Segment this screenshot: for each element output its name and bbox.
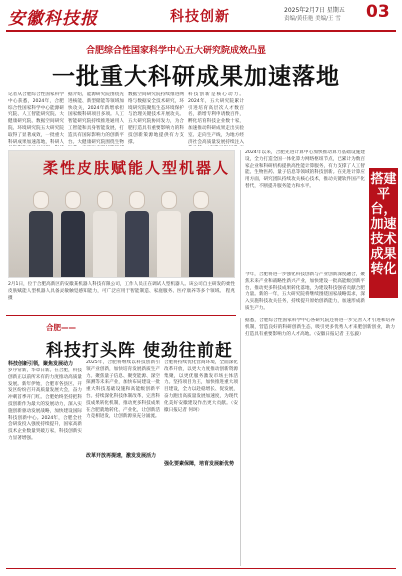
robot-photo [8,150,235,278]
photo-title: 柔性皮肤赋能人型机器人 [43,159,231,177]
footer-rule [6,568,396,569]
newspaper-logo: 安徽科技报 [8,9,98,29]
second-subhead-3: 强化要素保障，培育发展新优势 [164,461,235,467]
lead-column-3: 数据空间研究院持续推进网络与数据安全技术研究，环境研究院聚焦生态环境保护与治理关键技术开展攻关。五大研究院协同发力，为合肥打造具有重要影响力的科技创新策源地提供有力支撑。 [128,92,184,145]
column-divider [240,150,241,310]
second-headline: 科技打头阵 使劲往前赶 [46,341,233,361]
second-column-1: 岁序常新，华章日新。在合肥，科技创新正以前所未有的力度推动高质量发展。新年伊始，合肥市各县区、开发区纷纷召开高质量发展大会，奋力冲刺首季开门红。合肥始终坚持把科技创新作为最大的发展动力，深入实施创新驱动发展战略，加快建设国际科技创新中心。2024年，合肥全社会研发投入强度持续提升，国家高新技术企业数量突破万家，科技创新实力显著增强。 [8,368,82,441]
photo-caption: 2月1日，位于合肥高新区的安徽某机器人科技有限公司，工作人员正在调试人型机器人。该公司自主研发的柔性皮肤赋能人型机器人具备灵敏触觉感知能力，可广泛应用于智能制造、家庭服务、医疗康养等多个领域。 程兆 摄 [8,282,235,301]
section-title: 科技创新 [170,9,230,25]
sidebar-banner [369,168,398,298]
page-number: 03 [366,2,390,22]
robot-figure [27,191,55,277]
second-subhead-1: 科技创新引领，聚焦发展动力 [8,361,74,367]
sidebar-banner-text: 搭建平台，加速技术成果转化 [370,172,397,277]
masthead [0,0,402,34]
editor-credits: 责编/黄佳艳 美编/王 雪 [284,16,341,22]
lead-headline: 一批重大科研成果加速落地 [52,63,340,90]
second-kicker: 合肥—— [46,323,76,332]
robot-figure [91,191,119,277]
right-column-text-2: 今年，合肥将进一步强化科技创新与产业创新深度融合，聚焦未来产业和战略性新兴产业，加快建设一批高能级创新平台，推动更多科技成果转化落地，为建设科技强省贡献合肥力量。新的一年，五大研究院将继续围绕国家战略需求，深入实施科技攻关任务，持续提升原始创新能力，加速形成新质生产力。 [245,272,365,311]
lead-column-2: 据介绍，能源研究院围绕先进核能、新型储能等领域加快攻关，2024年新增承担国家级科研项目多项。人工智能研究院持续推进通用人工智能和具身智能发展，打造具有国际影响力的创新平台。大健康研究院围绕生物 [68,92,124,145]
column-divider [240,318,241,566]
lead-column-4: 科技创新是核心动力。2024年，五大研究院累计引进培育高层次人才数百名，新增专利申请数百件，孵化培育科技企业数十家，加速推动科研成果走出实验室、走向生产线，为地方经济社会高质量发展持续注入 [188,92,244,145]
issue-date: 2025年2月7日 星期五 [284,7,345,14]
robot-figure [59,191,87,277]
robot-figure [155,191,183,277]
second-column-3: 合肥将持续优化营商环境，全面深化改革开放，以更大力度推动创新资源集聚，以更优服务激发市场主体活力。坚持项目为王，加快推进重大项目建设，全力以赴稳增长、促发展，奋力跑出高质量发展加速度，为现代化美好安徽建设作出更大贡献。（安徽日报记者 何珂） [164,360,238,413]
robot-figure [123,191,151,277]
second-column-2: 2025年，合肥将继续以科技创新引领产业创新，加快培育发展新质生产力。聚焦量子信息、聚变能源、深空探测等未来产业，加快布局建设一批重大科技基础设施和高能级创新平台。持续深化科技体制改革，完善科技成果转化机制，推动更多科技成果在合肥就地转化、产业化，让创新活力竞相迸发，让创新源泉充分涌流。 [86,360,160,420]
robot-figure [187,191,215,277]
section-rule [6,315,236,316]
lead-column-1: 记者从合肥综合性国家科学中心获悉，2024年，合肥综合性国家科学中心能源研究院、人工智能研究院、大健康研究院、数据空间研究院、环境研究院五大研究院取得了显著成效，一批重大科研成果加速落地，科研人 [8,92,64,145]
masthead-rule [6,30,396,32]
right-column-text-3: 据悉，合肥综合性国家科学中心各研究院还将进一步完善人才引进和培养机制，营造良好的科研创新生态，吸引更多优秀人才来肥创新创业，助力打造具有重要影响力的人才高地。（安徽日报记者 王弘毅） [245,318,395,337]
second-subhead-2: 改革开放再提速，激发发展活力 [86,453,157,459]
right-column-text-1: 2024年以来，合肥先进计算中心加快推动算力基础设施建设，全力打造全国一体化算力网络枢纽节点，已累计为数百家企业和科研机构提供高性能计算服务，有力支撑了人工智能、生物医药、量子信息等领域的科技创新。在先进计算应用方面，研究团队持续攻关核心技术，推动关键软件国产化替代，不断提升服务能力和水平。 [245,150,365,189]
lead-kicker: 合肥综合性国家科学中心五大研究院成效凸显 [86,46,267,56]
